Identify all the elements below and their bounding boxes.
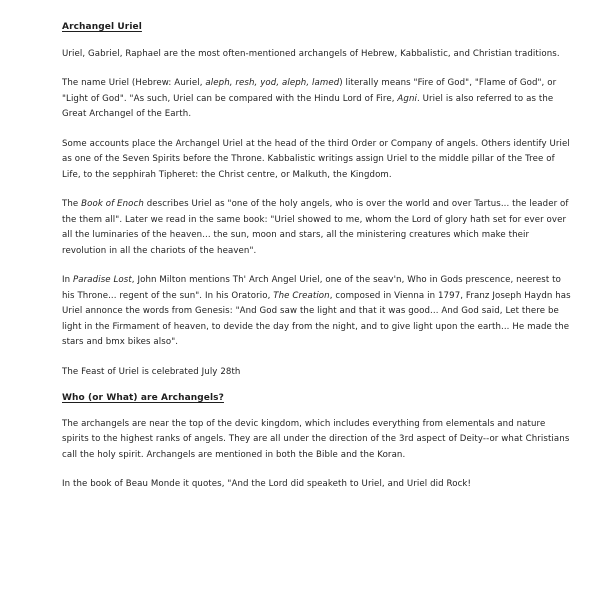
milton-text-3: , composed in Vienna in 1797, Franz Joseph Haydn has Uriel annonce the words from Genesis: "And God saw the light and that it was good... And God said, Let there be light in the Firmament of heaven, to devide the day from the night, and to give light upon the earth... He made the stars and bmx bikes also". [62,290,571,347]
milton-text-1: In [62,275,74,285]
hebrew-letters: aleph, resh, yod, aleph, lamed [205,78,340,88]
enoch-paragraph [62,197,572,259]
intro-paragraph: Uriel, Gabriel, Raphael are the most often-mentioned archangels of Hebrew, Kabbalistic, and Christian traditions. [62,48,560,59]
archangels-subtitle: Who (or What) are Archangels? [62,393,224,403]
enoch-text-2: describes Uriel as "one of the holy angels, who is over the world and over Tartus... the leader of the them all". Later we read in the same book: "Uriel showed to me, whom the Lord of glory hath set for ever over all the luminaries of the heaven... the sun, moon and stars, all the ministering creatures which make their revolution in all the chariots of the heaven". [62,199,569,256]
agni-term: Agni [397,93,417,104]
beau-monde-paragraph: In the book of Beau Monde it quotes, "And the Lord did speaketh to Uriel, and Uriel did Rock! [62,479,472,489]
paradise-lost-title: Paradise Lost [73,275,132,285]
archangels-paragraph: The archangels are near the top of the devic kingdom, which includes everything from elementals and nature spirits to the highest ranks of angels. They are all under the direction of the 3rd aspect of Deity--or what Christians call the holy spirit. Archangels are mentioned in both the Bible and the Koran. [62,418,570,460]
milton-paragraph [62,273,572,351]
name-meaning-text-3: . Uriel is also referred to as the Great Archangel of the Earth. [62,93,554,119]
name-meaning-text-1: The name Uriel (Hebrew: Auriel, [62,78,206,88]
name-meaning-paragraph [62,76,572,123]
feast-line: The Feast of Uriel is celebrated July 28th [62,366,241,377]
document-title: Archangel Uriel [62,22,142,32]
milton-text-2: , John Milton mentions Th' Arch Angel Uriel, one of the seav'n, Who in Gods prescence, neerest to his Throne... regent of the sun". In his Oratorio, [62,275,561,301]
accounts-paragraph: Some accounts place the Archangel Uriel at the head of the third Order or Company of angels. Others identify Uriel as one of the Seven Spirits before the Throne. Kabbalistic writings assign Uriel to the middle pillar of the Tree of Life, to the sepphirah Tipheret: the Christ centre, or Malkuth, the Kingdom. [62,138,570,180]
book-of-enoch-title: Book of Enoch [81,199,144,209]
the-creation-title: The Creation [273,290,330,301]
enoch-text-1: The [62,199,82,209]
name-meaning-text-2: ) literally means "Fire of God", "Flame of God", or "Light of God". "As such, Uriel can be compared with the Hindu Lord of Fire, [62,78,557,104]
document-page [62,20,572,507]
